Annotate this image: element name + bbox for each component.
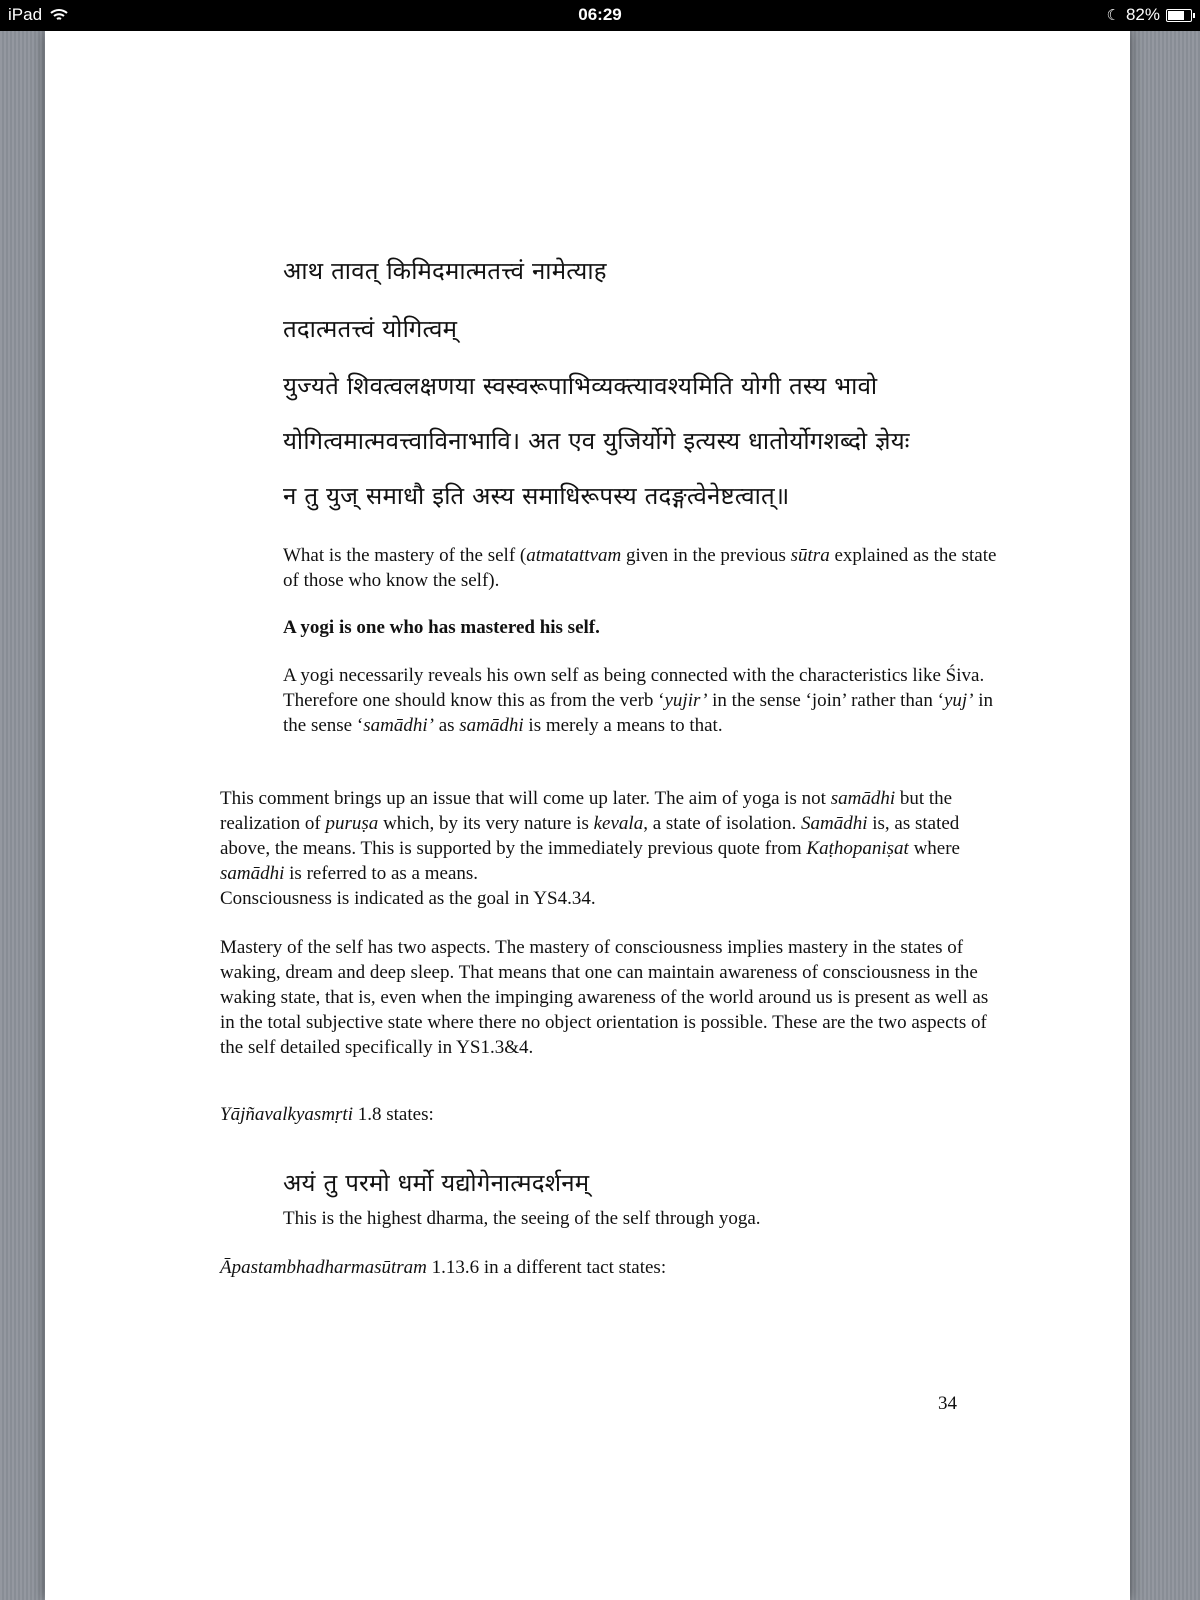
battery-percent: 82% [1125, 5, 1160, 24]
bold-statement: A yogi is one who has mastered his self. [283, 617, 600, 638]
battery-icon [1166, 9, 1192, 22]
paragraph-issue: This comment brings up an issue that will come up later. The aim of yoga is not samādhi but the realization of puruṣa which, by its very nature is kevala, a state of isolation. Samādhi is, as stated above, the means. This is supported by the immediately previous quote from Kaṭhopaniṣat where samādhi is referred to as a means. Consciousness is indicated as the goal in YS4.34. [220, 788, 960, 909]
sanskrit-line-3: युज्यते शिवत्वलक्षणया स्वस्वरूपाभिव्यक्त्यावश्यमिति योगी तस्य भावो [283, 372, 878, 400]
sanskrit-quote: अयं तु परमो धर्मो यद्योगेनात्मदर्शनम् [283, 1169, 590, 1197]
paragraph-intro: What is the mastery of the self (atmatattvam given in the previous sūtra explained as the state of those who know the self). [283, 545, 997, 591]
sanskrit-line-5: न तु युज् समाधौ इति अस्य समाधिरूपस्य तदङ्गत्वेनेष्टत्वात्॥ [283, 482, 790, 510]
sanskrit-line-1: आथ तावत् किमिदमात्मतत्त्वं नामेत्याह [283, 257, 607, 285]
status-bar [0, 0, 1200, 31]
paragraph-yajnavalkya: Yājñavalkyasmṛti 1.8 states: [220, 1104, 434, 1125]
quote-translation: This is the highest dharma, the seeing of the self through yoga. [283, 1208, 761, 1229]
moon-icon: ☾ [1106, 7, 1120, 24]
battery-fill [1168, 11, 1184, 20]
status-right [1107, 5, 1192, 25]
paragraph-mastery: Mastery of the self has two aspects. The mastery of consciousness implies mastery in the states of waking, dream and deep sleep. That means that one can maintain awareness of consciousness in the waking state, that is, even when the impinging awareness of the world around us is present as well as in the total subjective state where there no object orientation is possible. These are the two aspects of the self detailed specifically in YS1.3&4. [220, 937, 989, 1058]
document-page[interactable] [45, 31, 1130, 1600]
paragraph-apastamba: Āpastambhadharmasūtram 1.13.6 in a different tact states: [220, 1257, 667, 1278]
paragraph-commentary: A yogi necessarily reveals his own self as being connected with the characteristics like Śiva. Therefore one should know this as from the verb ‘yujir’ in the sense ‘join’ rather than ‘yuj’ in the sense ‘samādhi’ as samādhi is merely a means to that. [283, 665, 994, 736]
clock: 06:29 [578, 5, 622, 24]
device-name: iPad [8, 5, 43, 24]
sanskrit-line-2: तदात्मतत्त्वं योगित्वम् [283, 315, 458, 343]
page-number: 34 [938, 1393, 957, 1414]
sanskrit-line-4: योगित्वमात्मवत्त्वाविनाभावि। अत एव युजिर्योगे इत्यस्य धातोर्योगशब्दो ज्ञेयः [283, 427, 910, 455]
